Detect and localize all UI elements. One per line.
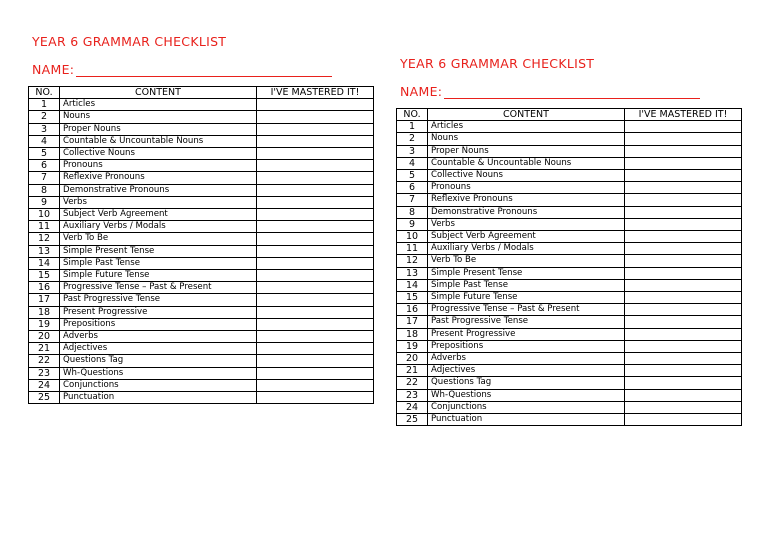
table-row [29,306,374,318]
table-row [397,182,742,194]
row-number: 4 [29,135,60,147]
name-field [400,84,741,100]
row-content: Subject Verb Agreement [428,231,625,243]
header-content: CONTENT [60,87,257,99]
mastered-cell[interactable] [625,292,742,304]
row-number: 9 [397,218,428,230]
row-content: Wh-Questions [428,389,625,401]
mastered-cell[interactable] [257,135,374,147]
table-row [29,99,374,111]
row-number: 2 [29,111,60,123]
checklist-title: YEAR 6 GRAMMAR CHECKLIST [32,34,227,49]
row-number: 18 [29,306,60,318]
row-content: Verbs [60,196,257,208]
row-number: 19 [29,318,60,330]
row-number: 4 [397,157,428,169]
table-row [397,304,742,316]
mastered-cell[interactable] [257,123,374,135]
table-row [397,206,742,218]
row-content: Auxiliary Verbs / Modals [60,221,257,233]
row-number: 16 [397,304,428,316]
checklist-title: YEAR 6 GRAMMAR CHECKLIST [400,56,595,71]
mastered-cell[interactable] [625,328,742,340]
table-row [397,133,742,145]
row-number: 20 [397,353,428,365]
mastered-cell[interactable] [257,257,374,269]
row-content: Wh-Questions [60,367,257,379]
table-row [29,123,374,135]
row-number: 22 [29,355,60,367]
mastered-cell[interactable] [257,331,374,343]
table-row [397,231,742,243]
table-row [397,157,742,169]
checklist-table [396,108,742,426]
row-number: 19 [397,340,428,352]
row-number: 10 [397,231,428,243]
row-content: Adjectives [60,343,257,355]
row-content: Auxiliary Verbs / Modals [428,243,625,255]
row-content: Progressive Tense – Past & Present [60,282,257,294]
table-row [397,194,742,206]
row-content: Articles [60,99,257,111]
row-number: 23 [29,367,60,379]
header-mastered: I'VE MASTERED IT! [257,87,374,99]
row-content: Progressive Tense – Past & Present [428,304,625,316]
row-content: Adverbs [428,353,625,365]
row-number: 8 [397,206,428,218]
header-no: NO. [29,87,60,99]
row-content: Subject Verb Agreement [60,209,257,221]
row-number: 9 [29,196,60,208]
name-blank-line [444,85,700,99]
row-content: Simple Future Tense [428,292,625,304]
table-row [29,221,374,233]
name-label: NAME: [400,84,443,99]
row-number: 18 [397,328,428,340]
row-content: Collective Nouns [428,170,625,182]
table-row [397,218,742,230]
table-row [397,353,742,365]
table-row [29,184,374,196]
row-number: 7 [397,194,428,206]
table-row [397,255,742,267]
table-row [397,316,742,328]
row-content: Simple Past Tense [428,279,625,291]
row-number: 16 [29,282,60,294]
row-content: Present Progressive [428,328,625,340]
mastered-cell[interactable] [257,245,374,257]
mastered-cell[interactable] [257,99,374,111]
mastered-cell[interactable] [257,343,374,355]
table-row [397,365,742,377]
mastered-cell[interactable] [625,255,742,267]
row-number: 24 [397,401,428,413]
table-row [29,282,374,294]
table-row [397,401,742,413]
table-row [29,355,374,367]
table-row [397,414,742,426]
row-number: 20 [29,331,60,343]
mastered-cell[interactable] [257,111,374,123]
row-number: 17 [29,294,60,306]
row-content: Questions Tag [428,377,625,389]
table-row [29,135,374,147]
table-row [29,270,374,282]
row-content: Simple Present Tense [428,267,625,279]
mastered-cell[interactable] [257,148,374,160]
table-header-row [397,109,742,121]
mastered-cell[interactable] [257,282,374,294]
table-row [29,172,374,184]
checklist-right [396,56,741,426]
mastered-cell[interactable] [625,182,742,194]
row-content: Countable & Uncountable Nouns [60,135,257,147]
table-row [29,343,374,355]
table-row [29,233,374,245]
mastered-cell[interactable] [625,194,742,206]
row-content: Reflexive Pronouns [60,172,257,184]
row-content: Pronouns [60,160,257,172]
checklist-table [28,86,374,404]
mastered-cell[interactable] [625,145,742,157]
row-number: 11 [29,221,60,233]
table-row [29,367,374,379]
row-content: Verb To Be [428,255,625,267]
mastered-cell[interactable] [257,318,374,330]
row-number: 25 [397,414,428,426]
row-number: 12 [29,233,60,245]
row-content: Proper Nouns [428,145,625,157]
row-number: 25 [29,392,60,404]
row-content: Nouns [60,111,257,123]
row-content: Punctuation [428,414,625,426]
mastered-cell[interactable] [625,304,742,316]
row-number: 13 [29,245,60,257]
row-number: 21 [397,365,428,377]
row-content: Present Progressive [60,306,257,318]
row-content: Past Progressive Tense [428,316,625,328]
mastered-cell[interactable] [257,294,374,306]
table-row [397,279,742,291]
row-number: 6 [29,160,60,172]
mastered-cell[interactable] [257,392,374,404]
mastered-cell[interactable] [257,196,374,208]
row-content: Proper Nouns [60,123,257,135]
row-content: Nouns [428,133,625,145]
table-row [29,209,374,221]
row-number: 5 [29,148,60,160]
mastered-cell[interactable] [625,353,742,365]
row-content: Punctuation [60,392,257,404]
table-row [397,340,742,352]
row-content: Simple Past Tense [60,257,257,269]
row-number: 10 [29,209,60,221]
mastered-cell[interactable] [625,267,742,279]
row-content: Verbs [428,218,625,230]
table-row [397,145,742,157]
row-number: 6 [397,182,428,194]
mastered-cell[interactable] [257,355,374,367]
mastered-cell[interactable] [625,365,742,377]
table-row [29,196,374,208]
mastered-cell[interactable] [257,270,374,282]
row-number: 22 [397,377,428,389]
row-number: 15 [397,292,428,304]
name-label: NAME: [32,62,75,77]
table-row [29,257,374,269]
table-header-row [29,87,374,99]
header-mastered: I'VE MASTERED IT! [625,109,742,121]
row-content: Adjectives [428,365,625,377]
row-content: Simple Present Tense [60,245,257,257]
table-row [29,294,374,306]
header-no: NO. [397,109,428,121]
table-row [397,377,742,389]
table-row [29,379,374,391]
row-number: 7 [29,172,60,184]
row-number: 5 [397,170,428,182]
row-content: Countable & Uncountable Nouns [428,157,625,169]
row-number: 23 [397,389,428,401]
row-content: Adverbs [60,331,257,343]
mastered-cell[interactable] [257,184,374,196]
mastered-cell[interactable] [625,218,742,230]
mastered-cell[interactable] [257,172,374,184]
row-number: 14 [29,257,60,269]
row-number: 15 [29,270,60,282]
row-number: 17 [397,316,428,328]
mastered-cell[interactable] [625,340,742,352]
row-content: Conjunctions [428,401,625,413]
mastered-cell[interactable] [625,170,742,182]
row-content: Demonstrative Pronouns [428,206,625,218]
row-number: 12 [397,255,428,267]
row-number: 3 [29,123,60,135]
row-content: Articles [428,121,625,133]
row-content: Prepositions [428,340,625,352]
mastered-cell[interactable] [257,209,374,221]
table-row [29,331,374,343]
row-content: Reflexive Pronouns [428,194,625,206]
table-row [397,267,742,279]
mastered-cell[interactable] [625,414,742,426]
table-row [29,245,374,257]
table-row [397,389,742,401]
row-content: Pronouns [428,182,625,194]
mastered-cell[interactable] [625,133,742,145]
row-number: 14 [397,279,428,291]
row-number: 13 [397,267,428,279]
table-row [29,148,374,160]
mastered-cell[interactable] [625,279,742,291]
mastered-cell[interactable] [257,233,374,245]
mastered-cell[interactable] [625,389,742,401]
row-number: 2 [397,133,428,145]
row-number: 24 [29,379,60,391]
row-content: Past Progressive Tense [60,294,257,306]
row-content: Conjunctions [60,379,257,391]
table-row [29,318,374,330]
header-content: CONTENT [428,109,625,121]
row-content: Verb To Be [60,233,257,245]
row-content: Demonstrative Pronouns [60,184,257,196]
mastered-cell[interactable] [625,243,742,255]
mastered-cell[interactable] [625,401,742,413]
row-content: Prepositions [60,318,257,330]
row-number: 11 [397,243,428,255]
mastered-cell[interactable] [257,221,374,233]
mastered-cell[interactable] [257,379,374,391]
mastered-cell[interactable] [257,160,374,172]
row-content: Collective Nouns [60,148,257,160]
row-number: 3 [397,145,428,157]
row-number: 1 [29,99,60,111]
table-row [397,243,742,255]
row-number: 8 [29,184,60,196]
mastered-cell[interactable] [625,231,742,243]
row-number: 21 [29,343,60,355]
row-content: Questions Tag [60,355,257,367]
mastered-cell[interactable] [625,157,742,169]
mastered-cell[interactable] [625,121,742,133]
table-row [397,328,742,340]
row-content: Simple Future Tense [60,270,257,282]
mastered-cell[interactable] [625,377,742,389]
table-row [29,160,374,172]
mastered-cell[interactable] [625,206,742,218]
mastered-cell[interactable] [257,306,374,318]
table-row [29,392,374,404]
checklist-left [28,34,373,404]
table-row [29,111,374,123]
table-row [397,170,742,182]
mastered-cell[interactable] [257,367,374,379]
mastered-cell[interactable] [625,316,742,328]
row-number: 1 [397,121,428,133]
name-field [32,62,373,78]
table-row [397,121,742,133]
name-blank-line [76,63,332,77]
table-row [397,292,742,304]
